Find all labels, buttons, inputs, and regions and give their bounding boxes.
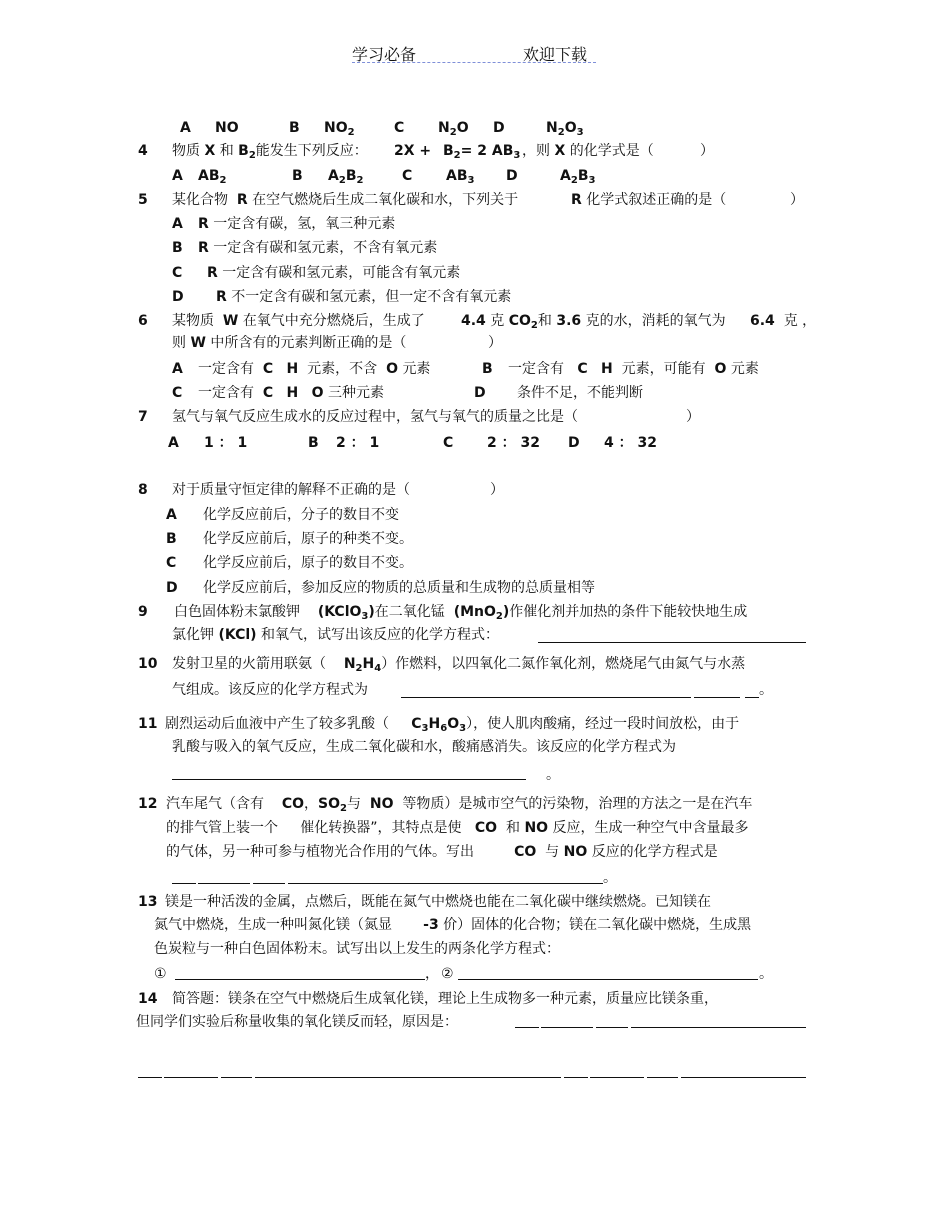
paren-close: ） [490, 482, 504, 498]
question-text: 剧烈运动后血液中产生了较多乳酸（ $C_3H_6O_3$），使人肌肉酸痛，经过一段时间放松，由于 [165, 716, 740, 734]
question-number: 8 [138, 482, 148, 498]
question-number: 14 [138, 991, 158, 1007]
option-text: 一定含有 C H O 三种元素 [198, 385, 384, 401]
header-divider [352, 62, 596, 63]
answer-blank[interactable] [541, 1027, 593, 1028]
answer-blank[interactable] [221, 1077, 252, 1078]
question-text: 的排气管上装一个 催化转换器”，其特点是使 CO 和 NO 反应，生成一种空气中含量最多 [166, 820, 749, 836]
option-value: $AB_3$ [446, 168, 475, 186]
marker-2: ② [441, 966, 454, 982]
answer-blank[interactable] [631, 1027, 806, 1028]
option-value: 2 ： 1 [336, 435, 380, 451]
header-right: 欢迎下载 [523, 45, 588, 64]
question-text: 但同学们实验后称量收集的氧化镁反而轻，原因是： [136, 1014, 458, 1030]
answer-blank[interactable] [288, 883, 603, 884]
question-text: 氮气中燃烧，生成一种叫氮化镁（氮显 -3 价）固体的化合物；镁在二氧化碳中燃烧，生成黑 [154, 917, 752, 933]
option-label: B [482, 361, 493, 377]
option-label: C [166, 555, 177, 571]
question-number: 6 [138, 313, 148, 329]
option-text: R 一定含有碳和氢元素，可能含有氧元素 [207, 265, 461, 281]
answer-blank[interactable] [255, 1077, 561, 1078]
period: 。 [603, 870, 617, 886]
option-label: D [172, 289, 184, 305]
answer-blank[interactable] [401, 697, 691, 698]
option-text: R 一定含有碳和氢元素，不含有氧元素 [198, 240, 438, 256]
answer-blank[interactable] [458, 979, 758, 980]
option-label: A [172, 361, 183, 377]
question-text: 发射卫星的火箭用联氨（ $N_2H_4$）作燃料，以四氧化二氮作氧化剂，燃烧尾气由氮气与水蒸 [172, 656, 746, 674]
option-value: $A_2B_3$ [560, 168, 596, 186]
option-text: 条件不足，不能判断 [517, 385, 643, 401]
answer-blank[interactable] [590, 1077, 644, 1078]
option-label: D [474, 385, 486, 401]
option-label: A [168, 435, 179, 451]
question-text: 氢气与氧气反应生成水的反应过程中，氢气与氧气的质量之比是（ [172, 409, 578, 425]
answer-blank[interactable] [564, 1077, 588, 1078]
marker-1: ① [154, 966, 167, 982]
question-number: 7 [138, 409, 148, 425]
option-label: A [166, 507, 177, 523]
option-label: D [493, 120, 505, 136]
option-text: 一定含有 C H 元素，不含 O 元素 [198, 361, 431, 377]
question-number: 4 [138, 143, 148, 159]
option-label: C [172, 385, 183, 401]
question-text: 气组成。该反应的化学方程式为 [172, 682, 368, 698]
equation: 2X + [394, 143, 432, 159]
question-text: 色炭粒与一种白色固体粉末。试写出以上发生的两条化学方程式： [154, 941, 560, 957]
question-text: 对于质量守恒定律的解释不正确的是（ [172, 482, 410, 498]
answer-blank[interactable] [538, 642, 806, 643]
answer-blank[interactable] [138, 1077, 162, 1078]
question-text: 则 W 中所含有的元素判断正确的是（ [172, 335, 407, 351]
question-text: 白色固体粉末氯酸钾 (KClO$_3$)在二氧化锰 (MnO$_2$)作催化剂并加热的条件下能较快地生成 [174, 604, 748, 622]
separator: ， [425, 966, 439, 982]
question-text: 4.4 克 $CO_2$和 3.6 克的水，消耗的氧气为 [461, 313, 726, 331]
option-value: $A_2B_2$ [328, 168, 364, 186]
option-label: B [166, 531, 177, 547]
option-label: C [394, 120, 405, 136]
question-text: 物质 X 和 $B_2$能发生下列反应： [172, 143, 368, 161]
option-value: 4 ： 32 [604, 435, 657, 451]
equation: $B_2= 2$ $AB_3$ [443, 143, 521, 161]
option-label: D [568, 435, 580, 451]
option-text: 化学反应前后，分子的数目不变 [203, 507, 399, 523]
answer-blank[interactable] [515, 1027, 539, 1028]
option-label: A [172, 216, 183, 232]
option-label: B [172, 240, 183, 256]
option-label: A [180, 120, 191, 136]
answer-blank[interactable] [694, 697, 740, 698]
option-label: D [506, 168, 518, 184]
option-text: 化学反应前后，原子的种类不变。 [203, 531, 413, 547]
option-label: C [443, 435, 454, 451]
paren-close: ） [686, 409, 700, 425]
option-value: $AB_2$ [198, 168, 227, 186]
question-text: 汽车尾气（含有 CO，$SO_2$与 NO 等物质）是城市空气的污染物，治理的方法之一是在汽车 [166, 796, 753, 814]
option-value: 1 ： 1 [204, 435, 248, 451]
option-label: D [166, 580, 178, 596]
question-text: 镁是一种活泼的金属，点燃后，既能在氮气中燃烧也能在二氧化碳中继续燃烧。已知镁在 [165, 894, 711, 910]
option-value: $N_2O$ [438, 120, 469, 138]
answer-blank[interactable] [175, 979, 425, 980]
question-text: 乳酸与吸入的氧气反应，生成二氧化碳和水，酸痛感消失。该反应的化学方程式为 [172, 739, 676, 755]
option-text: 化学反应前后，原子的数目不变。 [203, 555, 413, 571]
option-value: $NO_2$ [324, 120, 355, 138]
question-number: 12 [138, 796, 158, 812]
question-text: 6.4 克 ， [750, 313, 817, 329]
question-text: 的气体，另一种可参与植物光合作用的气体。写出 CO 与 NO 反应的化学方程式是 [166, 844, 718, 860]
option-label: B [292, 168, 303, 184]
period: 。 [759, 682, 773, 698]
period: 。 [546, 767, 560, 783]
answer-blank[interactable] [198, 883, 250, 884]
option-value: 2 ： 32 [487, 435, 540, 451]
answer-blank[interactable] [596, 1027, 628, 1028]
option-label: C [402, 168, 413, 184]
option-label: C [172, 265, 183, 281]
answer-blank[interactable] [172, 883, 196, 884]
period: 。 [759, 966, 773, 982]
option-label: B [308, 435, 319, 451]
option-value: $N_2O_3$ [546, 120, 584, 138]
question-number: 13 [138, 894, 158, 910]
question-number: 11 [138, 716, 158, 732]
paren-close: ） [488, 335, 502, 351]
option-text: 化学反应前后，参加反应的物质的总质量和生成物的总质量相等 [203, 580, 595, 596]
option-text: R 不一定含有碳和氢元素，但一定不含有氧元素 [216, 289, 512, 305]
answer-blank[interactable] [164, 1077, 218, 1078]
option-value: NO [215, 120, 239, 136]
option-label: A [172, 168, 183, 184]
answer-blank[interactable] [172, 779, 526, 780]
paren-close: ） [790, 192, 804, 208]
header-left: 学习必备 [352, 45, 417, 64]
option-text: R 一定含有碳，氢，氧三种元素 [198, 216, 396, 232]
question-text: 某物质 W 在氧气中充分燃烧后，生成了 [172, 313, 425, 329]
question-number: 5 [138, 192, 148, 208]
option-text: 一定含有 C H 元素，可能有 O 元素 [508, 361, 759, 377]
answer-blank[interactable] [647, 1077, 678, 1078]
question-text: 简答题：镁条在空气中燃烧后生成氧化镁，理论上生成物多一种元素，质量应比镁条重， [172, 991, 718, 1007]
answer-blank[interactable] [681, 1077, 806, 1078]
question-text: 氯化钾 (KCl) 和氧气，试写出该反应的化学方程式： [172, 627, 499, 643]
question-text: ，则 X 的化学式是（ [522, 143, 654, 159]
answer-blank[interactable] [745, 697, 759, 698]
question-number: 9 [138, 604, 148, 620]
option-label: B [289, 120, 300, 136]
question-text: 某化合物 R 在空气燃烧后生成二氧化碳和水，下列关于 [172, 192, 519, 208]
question-text: R 化学式叙述正确的是（ [571, 192, 727, 208]
answer-blank[interactable] [253, 883, 285, 884]
paren-close: ） [700, 143, 714, 159]
question-number: 10 [138, 656, 158, 672]
